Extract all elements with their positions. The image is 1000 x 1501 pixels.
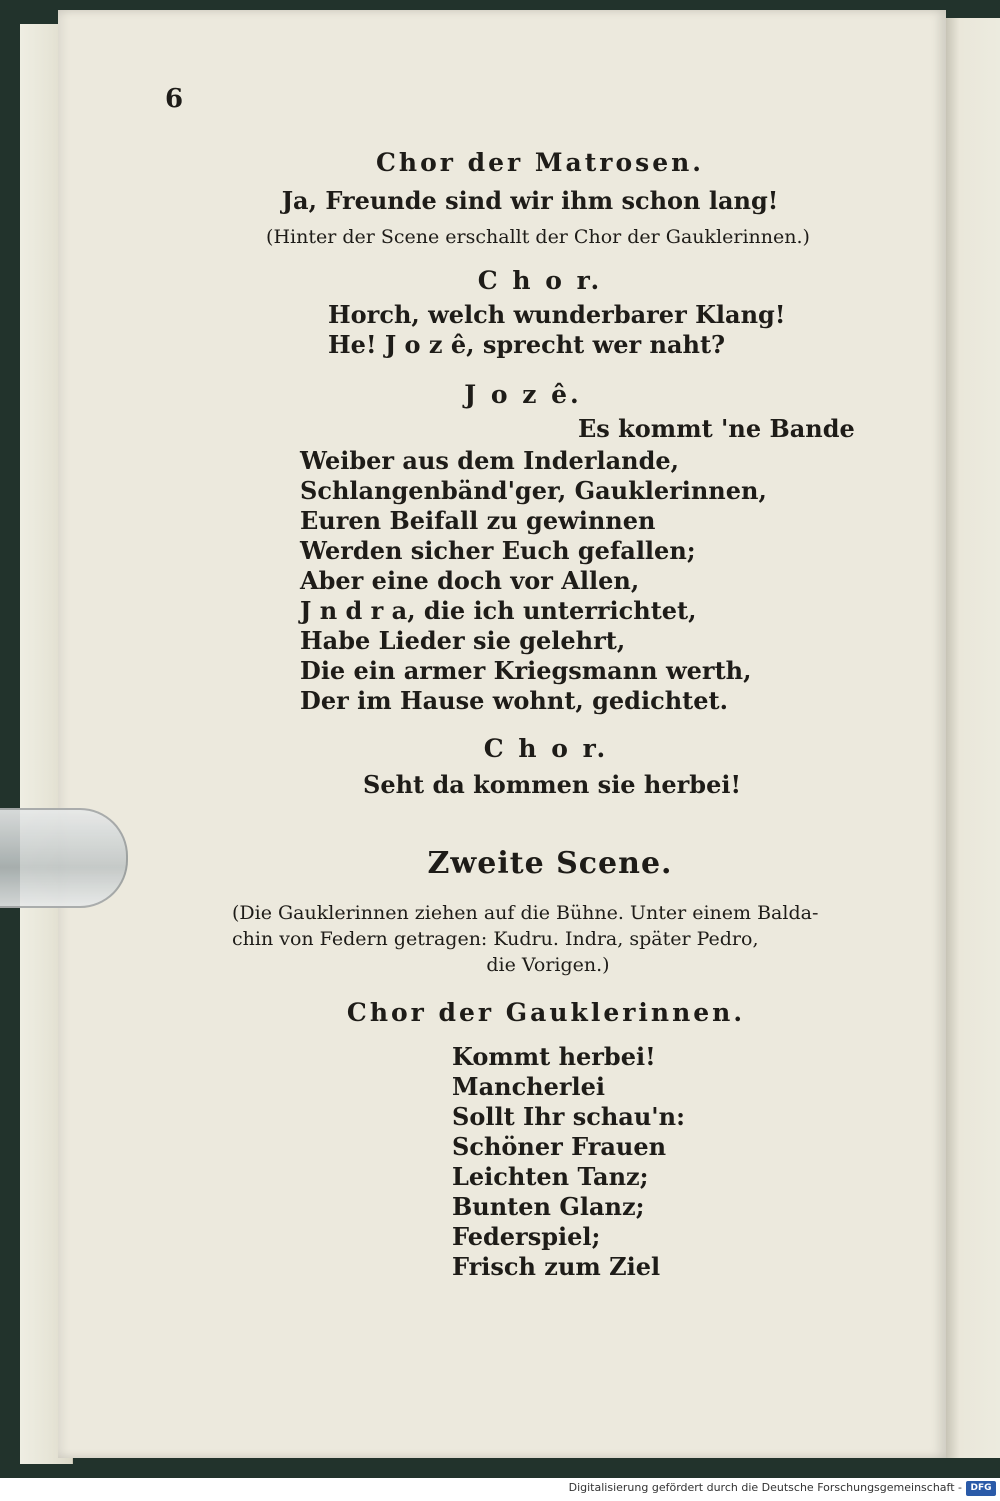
verse-line: Weiber aus dem Inderlande, <box>300 446 679 475</box>
verse-line: Kommt herbei! <box>452 1042 656 1071</box>
verse-line: Federspiel; <box>452 1222 601 1251</box>
footer-bar <box>0 1478 1000 1501</box>
speaker-chorus-sailors: Chor der Matrosen. <box>375 148 705 177</box>
verse-line: Horch, welch wunderbarer Klang! <box>328 300 786 329</box>
verse-line: Seht da kommen sie herbei! <box>363 770 741 799</box>
verse-line: Mancherlei <box>452 1072 606 1101</box>
page-number: 6 <box>165 84 184 114</box>
speaker-joze: J o z ê. <box>464 380 582 409</box>
verse-line: He! J o z ê, sprecht wer naht? <box>328 330 726 359</box>
page-clip <box>0 808 128 908</box>
verse-line: Euren Beifall zu gewinnen <box>300 506 656 535</box>
scene-title: Zweite Scene. <box>427 846 673 881</box>
stage-direction: die Vorigen.) <box>486 954 610 976</box>
verse-line: Schöner Frauen <box>452 1132 667 1161</box>
stage-direction: (Die Gauklerinnen ziehen auf die Bühne. Unter einem Balda- <box>232 902 819 924</box>
verse-line: Schlangenbänd'ger, Gauklerinnen, <box>300 476 767 505</box>
speaker-chorus-jugglers: Chor der Gauklerinnen. <box>346 998 746 1027</box>
verse-line: Der im Hause wohnt, gedichtet. <box>300 686 728 715</box>
verse-line: Es kommt 'ne Bande <box>578 414 855 443</box>
verse-line: Leichten Tanz; <box>452 1162 649 1191</box>
funding-notice: Digitalisierung gefördert durch die Deutsche Forschungsgemeinschaft - <box>568 1481 962 1494</box>
stage-direction: chin von Federn getragen: Kudru. Indra, später Pedro, <box>232 928 759 950</box>
verse-line: Bunten Glanz; <box>452 1192 645 1221</box>
dfg-logo-icon: DFG <box>966 1481 996 1496</box>
stage-direction: (Hinter der Scene erschallt der Chor der Gauklerinnen.) <box>266 226 810 248</box>
verse-line: Die ein armer Kriegsmann werth, <box>300 656 752 685</box>
verse-line: Werden sicher Euch gefallen; <box>300 536 696 565</box>
verse-line: Habe Lieder sie gelehrt, <box>300 626 626 655</box>
verse-line: Frisch zum Ziel <box>452 1252 661 1281</box>
verse-line: Aber eine doch vor Allen, <box>300 566 640 595</box>
facing-page-edge <box>946 18 1000 1458</box>
verse-line: J n d r a, die ich unterrichtet, <box>300 596 697 625</box>
speaker-chorus: C h o r. <box>483 734 609 763</box>
speaker-chorus: C h o r. <box>477 266 603 295</box>
verse-line: Sollt Ihr schau'n: <box>452 1102 685 1131</box>
verse-line: Ja, Freunde sind wir ihm schon lang! <box>281 186 779 215</box>
